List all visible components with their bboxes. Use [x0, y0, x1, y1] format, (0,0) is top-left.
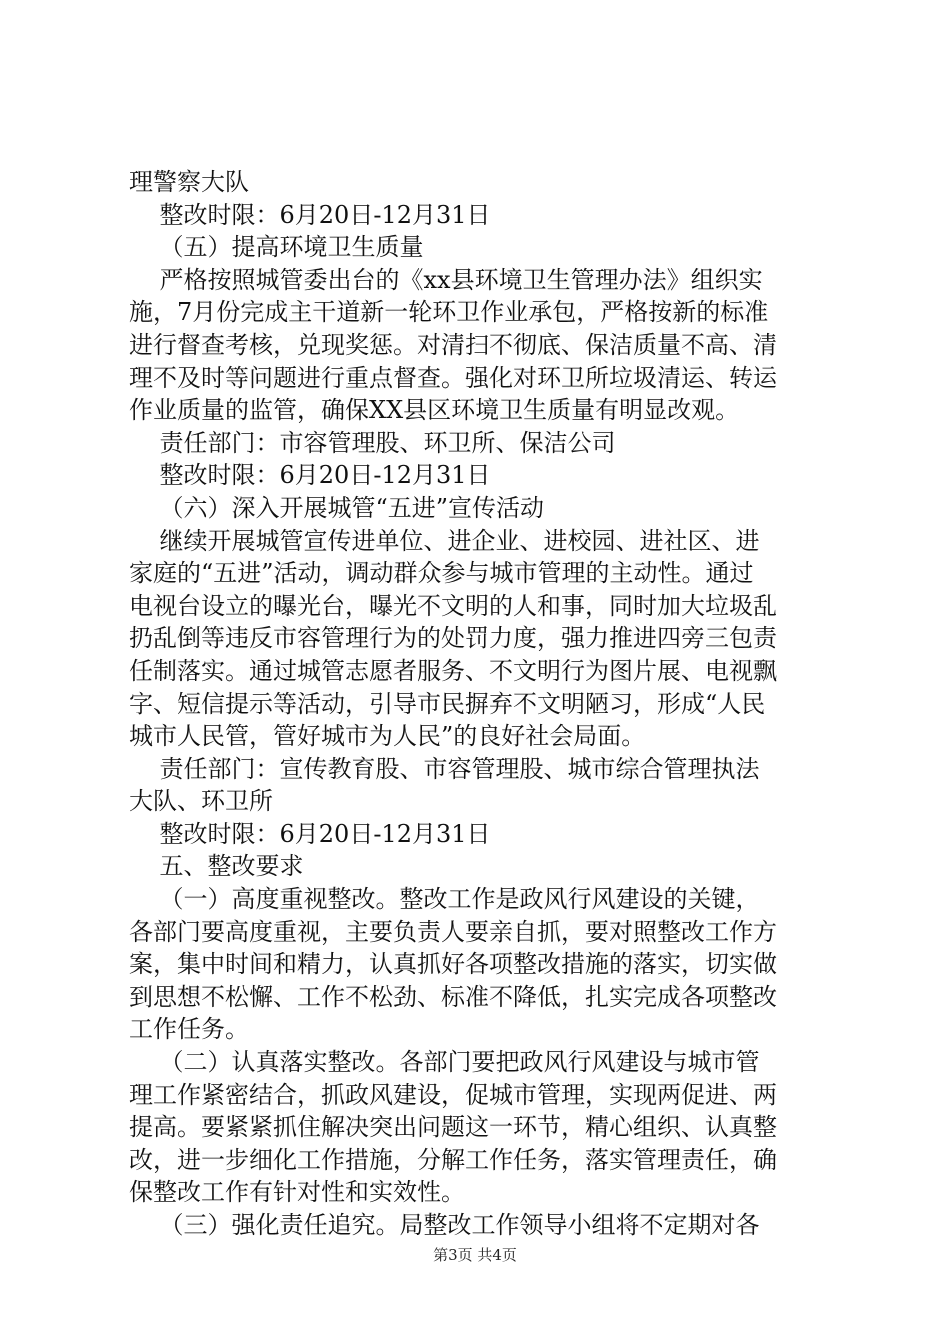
body-line: 责任部门：市容管理股、环卫所、保洁公司: [129, 428, 616, 457]
body-line: （二）认真落实整改。各部门要把政风行风建设与城市管: [129, 1048, 760, 1077]
body-line: 扔乱倒等违反市容管理行为的处罚力度，强力推进四旁三包责: [129, 624, 777, 653]
body-line: 理不及时等问题进行重点督查。强化对环卫所垃圾清运、转运: [129, 363, 777, 392]
section-heading: （六）深入开展城管“五进”宣传活动: [129, 493, 545, 522]
body-line: 整改时限：6月20日-12月31日: [129, 461, 491, 490]
body-line: 案，集中时间和精力，认真抓好各项整改措施的落实，切实做: [129, 950, 777, 979]
section-heading: 五、整改要求: [129, 852, 304, 881]
body-line: 整改时限：6月20日-12月31日: [129, 200, 491, 229]
body-line: 字、短信提示等活动，引导市民摒弃不文明陋习，形成“人民: [129, 689, 766, 718]
body-line: （三）强化责任追究。局整改工作领导小组将不定期对各: [129, 1211, 760, 1239]
page-number-footer: 第3页 共4页: [433, 1246, 517, 1264]
body-line: 到思想不松懈、工作不松劲、标准不降低，扎实完成各项整改: [129, 982, 777, 1011]
body-line: 改，进一步细化工作措施，分解工作任务，落实管理责任，确: [129, 1145, 777, 1174]
document-body: [129, 166, 829, 1242]
body-line: 工作任务。: [129, 1015, 249, 1044]
body-line: 严格按照城管委出台的《xx县环境卫生管理办法》组织实: [129, 265, 763, 294]
body-line: 城市人民管，管好城市为人民”的良好社会局面。: [129, 722, 646, 751]
body-line: 进行督查考核，兑现奖惩。对清扫不彻底、保洁质量不高、清: [129, 330, 777, 359]
body-line: 理工作紧密结合，抓政风建设，促城市管理，实现两促进、两: [129, 1080, 777, 1109]
body-line: 任制落实。通过城管志愿者服务、不文明行为图片展、电视飘: [129, 656, 777, 685]
body-line: 作业质量的监管，确保XX县区环境卫生质量有明显改观。: [129, 396, 740, 425]
body-line: 责任部门：宣传教育股、市容管理股、城市综合管理执法: [129, 754, 760, 783]
body-line: 理警察大队: [129, 168, 249, 196]
body-line: （一）高度重视整改。整改工作是政风行风建设的关键，: [129, 885, 760, 914]
body-line: 提高。要紧紧抓住解决突出问题这一环节，精心组织、认真整: [129, 1113, 777, 1142]
body-line: 保整改工作有针对性和实效性。: [129, 1178, 465, 1207]
body-line: 电视台设立的曝光台，曝光不文明的人和事，同时加大垃圾乱: [129, 591, 777, 620]
body-line: 整改时限：6月20日-12月31日: [129, 819, 491, 848]
body-line: 施，7月份完成主干道新一轮环卫作业承包，严格按新的标准: [129, 298, 769, 327]
body-line: 大队、环卫所: [129, 787, 273, 816]
body-line: 继续开展城管宣传进单位、进企业、进校园、进社区、进: [129, 526, 760, 555]
section-heading: （五）提高环境卫生质量: [129, 233, 424, 262]
body-line: 家庭的“五进”活动，调动群众参与城市管理的主动性。通过: [129, 559, 754, 588]
body-line: 各部门要高度重视，主要负责人要亲自抓，要对照整改工作方: [129, 917, 777, 946]
